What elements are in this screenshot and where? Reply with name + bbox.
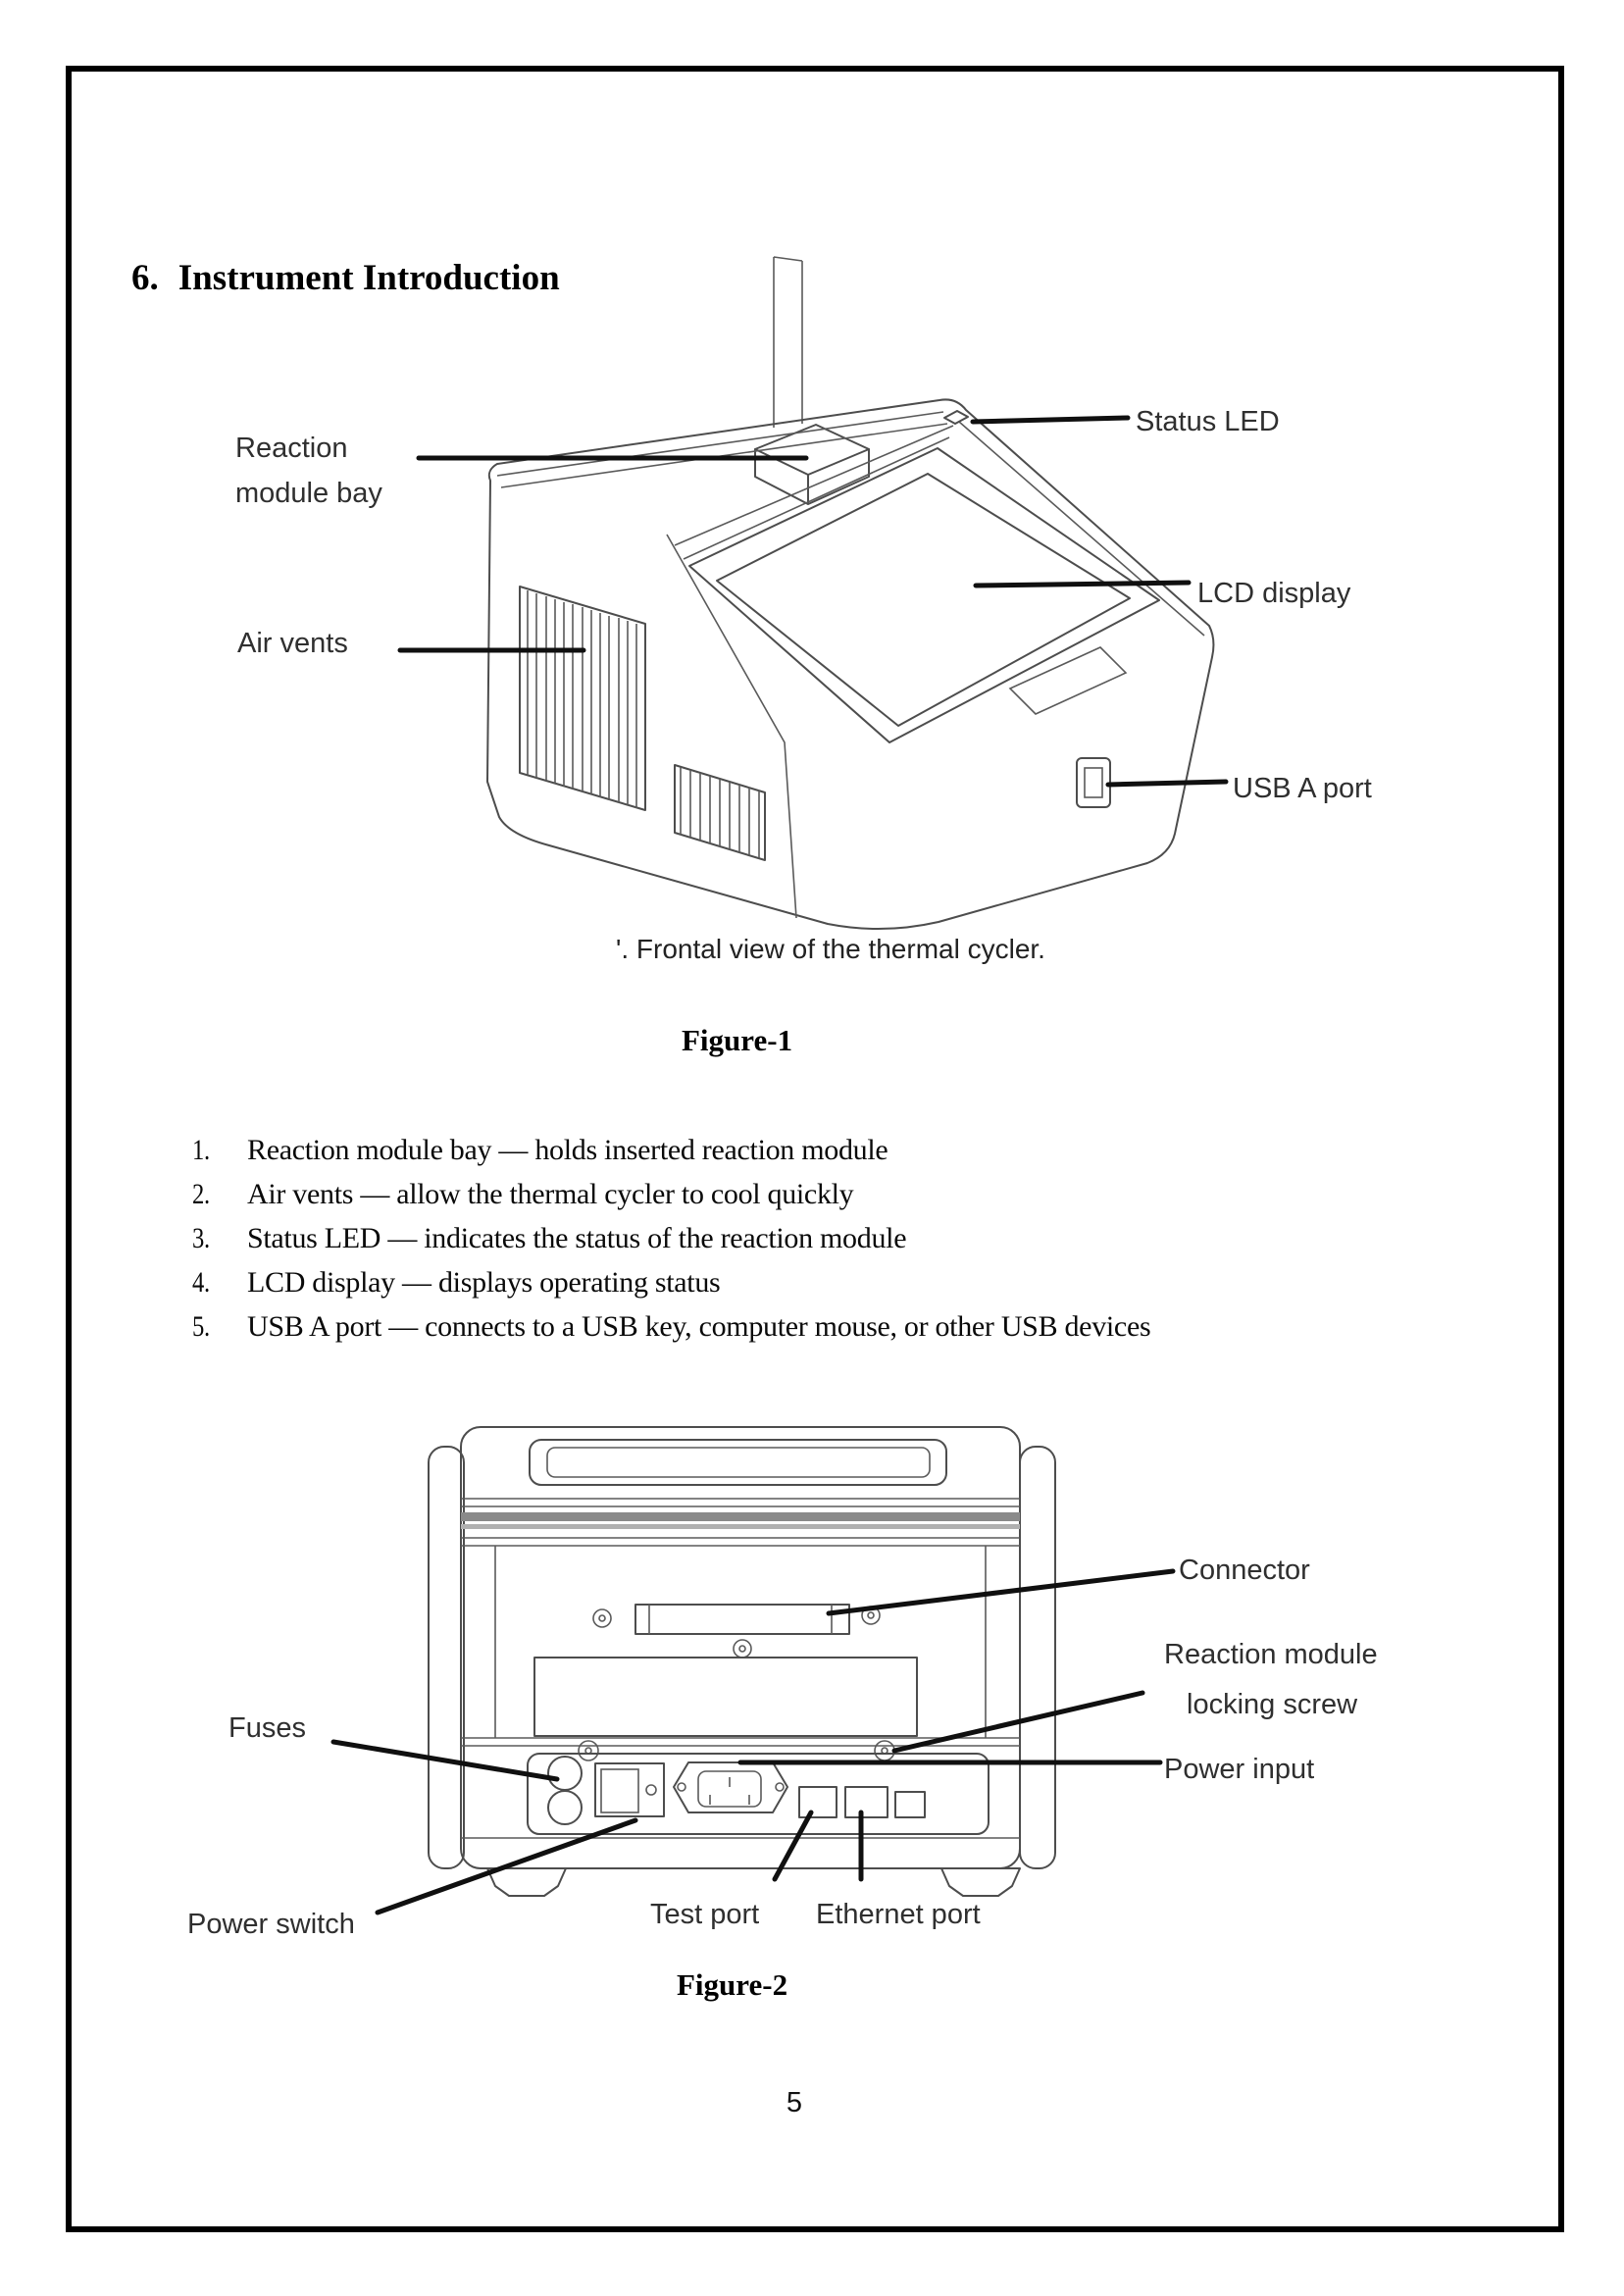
label-status-led: Status LED — [1136, 406, 1280, 437]
label-usb-a-port: USB A port — [1233, 773, 1372, 804]
label-lcd-display: LCD display — [1197, 578, 1351, 609]
list-item — [192, 1134, 888, 1167]
list-item-text: LCD display — displays operating status — [247, 1266, 721, 1299]
figure1-drawing — [382, 245, 1245, 944]
label-air-vents: Air vents — [237, 628, 348, 659]
test-port-shape — [799, 1787, 837, 1817]
list-item-text: Reaction module bay — holds inserted reaction module — [247, 1134, 888, 1166]
aux-port-shape — [895, 1792, 925, 1817]
power-input-shape — [674, 1762, 787, 1812]
list-item-number: 4. — [192, 1266, 210, 1299]
status-led-shape — [944, 411, 968, 424]
section-title: Instrument Introduction — [178, 258, 560, 298]
label-reaction-module-locking-screw-line1: Reaction module — [1164, 1639, 1378, 1670]
page-number: 5 — [786, 2087, 803, 2118]
list-item — [192, 1222, 906, 1255]
figure2-drawing — [324, 1422, 1187, 1917]
label-connector: Connector — [1179, 1555, 1310, 1586]
label-fuses: Fuses — [228, 1712, 306, 1744]
ethernet-port-shape — [845, 1787, 888, 1817]
figure1-caption: '. Frontal view of the thermal cycler. — [616, 934, 1045, 964]
fuses-shape — [548, 1757, 582, 1824]
air-vent-grille-left — [520, 587, 645, 810]
list-item-number: 2. — [192, 1178, 210, 1210]
list-item-number: 5. — [192, 1310, 210, 1343]
list-item-text: Status LED — indicates the status of the reaction module — [247, 1222, 907, 1254]
label-reaction-module-locking-screw-line2: locking screw — [1187, 1689, 1358, 1720]
label-reaction-module-bay-line2: module bay — [235, 478, 382, 509]
list-item — [192, 1310, 1150, 1344]
locking-screw-shape — [579, 1741, 894, 1760]
thermal-cycler-front-view — [400, 257, 1226, 929]
figure1-label: Figure-1 — [682, 1023, 793, 1057]
section-number: 6. — [131, 258, 159, 298]
label-test-port: Test port — [650, 1899, 760, 1930]
list-item — [192, 1178, 853, 1211]
power-switch-shape — [595, 1763, 664, 1816]
label-reaction-module-bay-line1: Reaction — [235, 433, 348, 464]
list-item — [192, 1266, 720, 1300]
label-power-switch: Power switch — [187, 1909, 355, 1940]
list-item-text: USB A port — connects to a USB key, computer mouse, or other USB devices — [247, 1310, 1151, 1343]
figure2-leader-lines — [333, 1571, 1173, 1913]
usb-a-port-shape — [1077, 758, 1110, 807]
label-ethernet-port: Ethernet port — [816, 1899, 981, 1930]
handle-shape — [530, 1440, 946, 1485]
air-vent-grille-front — [675, 765, 765, 860]
list-item-text: Air vents — allow the thermal cycler to cool quickly — [247, 1178, 854, 1210]
label-power-input: Power input — [1164, 1754, 1315, 1785]
list-item-number: 3. — [192, 1222, 210, 1254]
list-item-number: 1. — [192, 1134, 210, 1166]
thermal-cycler-rear-view — [333, 1427, 1173, 1913]
figure2-label: Figure-2 — [677, 1967, 788, 2002]
